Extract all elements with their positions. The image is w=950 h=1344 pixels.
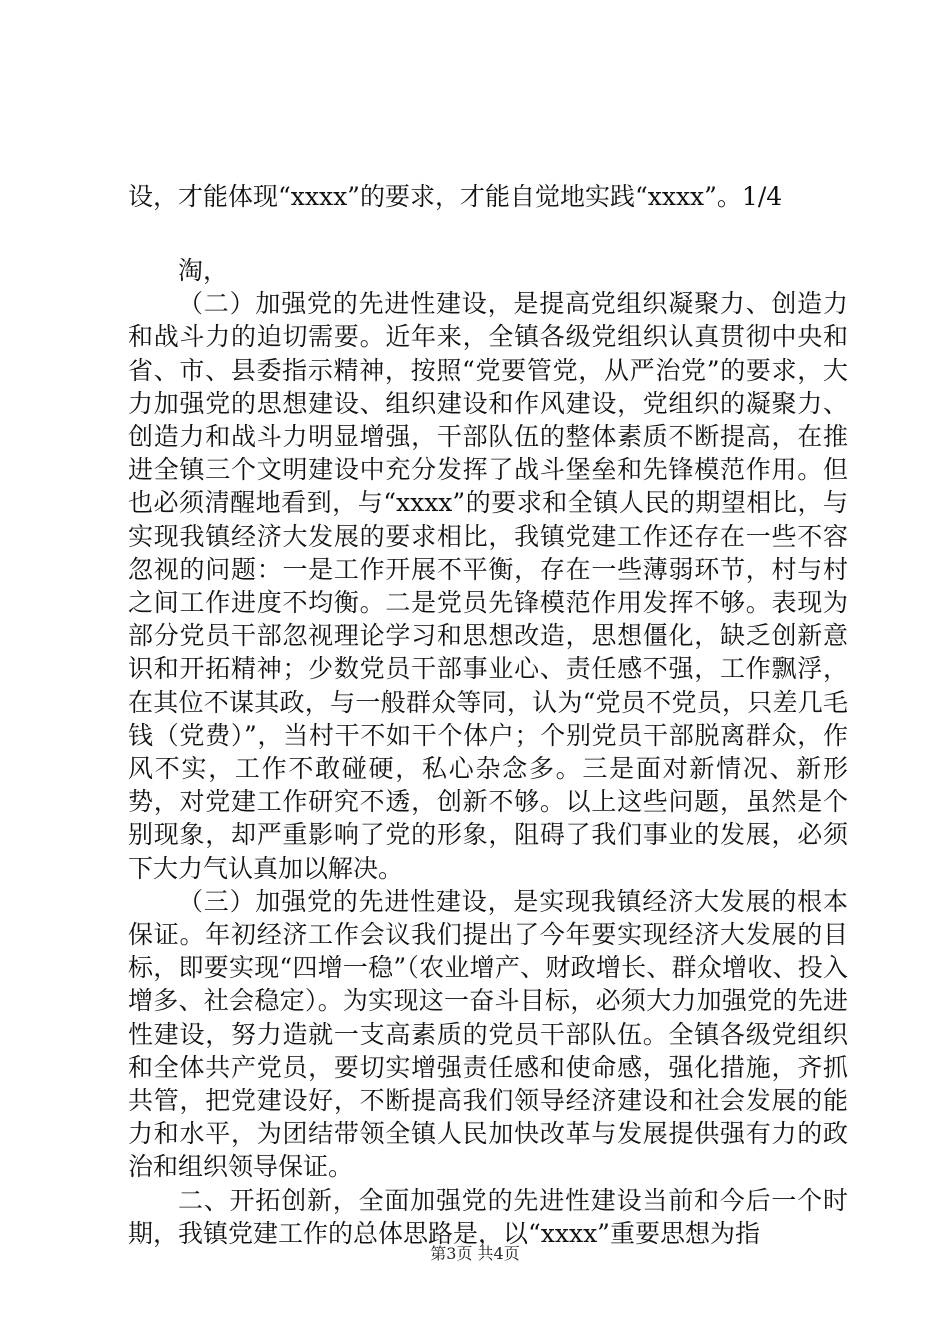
paragraph-heading-two: 二、开拓创新，全面加强党的先进性建设当前和今后一个时期，我镇党建工作的总体思路是，以“xxxx”重要思想为指 — [128, 1185, 848, 1248]
page-footer: 第3页 共4页 — [430, 1244, 520, 1263]
paragraph-section-3: （三）加强党的先进性建设，是实现我镇经济大发展的根本保证。年初经济工作会议我们提出了今年要实现经济大发展的目标，即要实现“四增一稳”（农业增产、财政增长、群众增收、投入增多、社会稳定）。为实现这一奋斗目标，必须大力加强党的先进性建设，努力造就一支高素质的党员干部队伍。全镇各级党组织和全体共产党员，要切实增强责任感和使命感，强化措施，齐抓共管，把党建设好，不断提高我们领导经济建设和社会发展的能力和水平，为团结带领全镇人民加快改革与发展提供强有力的政治和组织领导保证。 — [128, 886, 848, 1182]
paragraph-section-2: （二）加强党的先进性建设，是提高党组织凝聚力、创造力和战斗力的迫切需要。近年来，全镇各级党组织认真贯彻中央和省、市、县委指示精神，按照“党要管党，从严治党”的要求，大力加强党的思想建设、组织建设和作风建设，党组织的凝聚力、创造力和战斗力明显增强，干部队伍的整体素质不断提高，在推进全镇三个文明建设中充分发挥了战斗堡垒和先锋模范作用。但也必须清醒地看到，与“xxxx”的要求和全镇人民的期望相比，与实现我镇经济大发展的要求相比，我镇党建工作还存在一些不容忽视的问题：一是工作开展不平衡，存在一些薄弱环节，村与村之间工作进度不均衡。二是党员先锋模范作用发挥不够。表现为部分党员干部忽视理论学习和思想改造，思想僵化，缺乏创新意识和开拓精神；少数党员干部事业心、责任感不强，工作飘浮，在其位不谋其政，与一般群众等同，认为“党员不党员，只差几毛钱（党费）”，当村干不如干个体户；个别党员干部脱离群众，作风不实，工作不敢碰硬，私心杂念多。三是面对新情况、新形势，对党建工作研究不透，创新不够。以上这些问题，虽然是个别现象，却严重影响了党的形象，阻碍了我们事业的发展，必须下大力气认真加以解决。 — [128, 289, 848, 883]
document-body — [128, 254, 848, 1250]
continued-line: 设，才能体现“xxxx”的要求，才能自觉地实践“xxxx”。1/4 — [128, 182, 783, 211]
paragraph-fragment: 淘， — [178, 256, 229, 285]
